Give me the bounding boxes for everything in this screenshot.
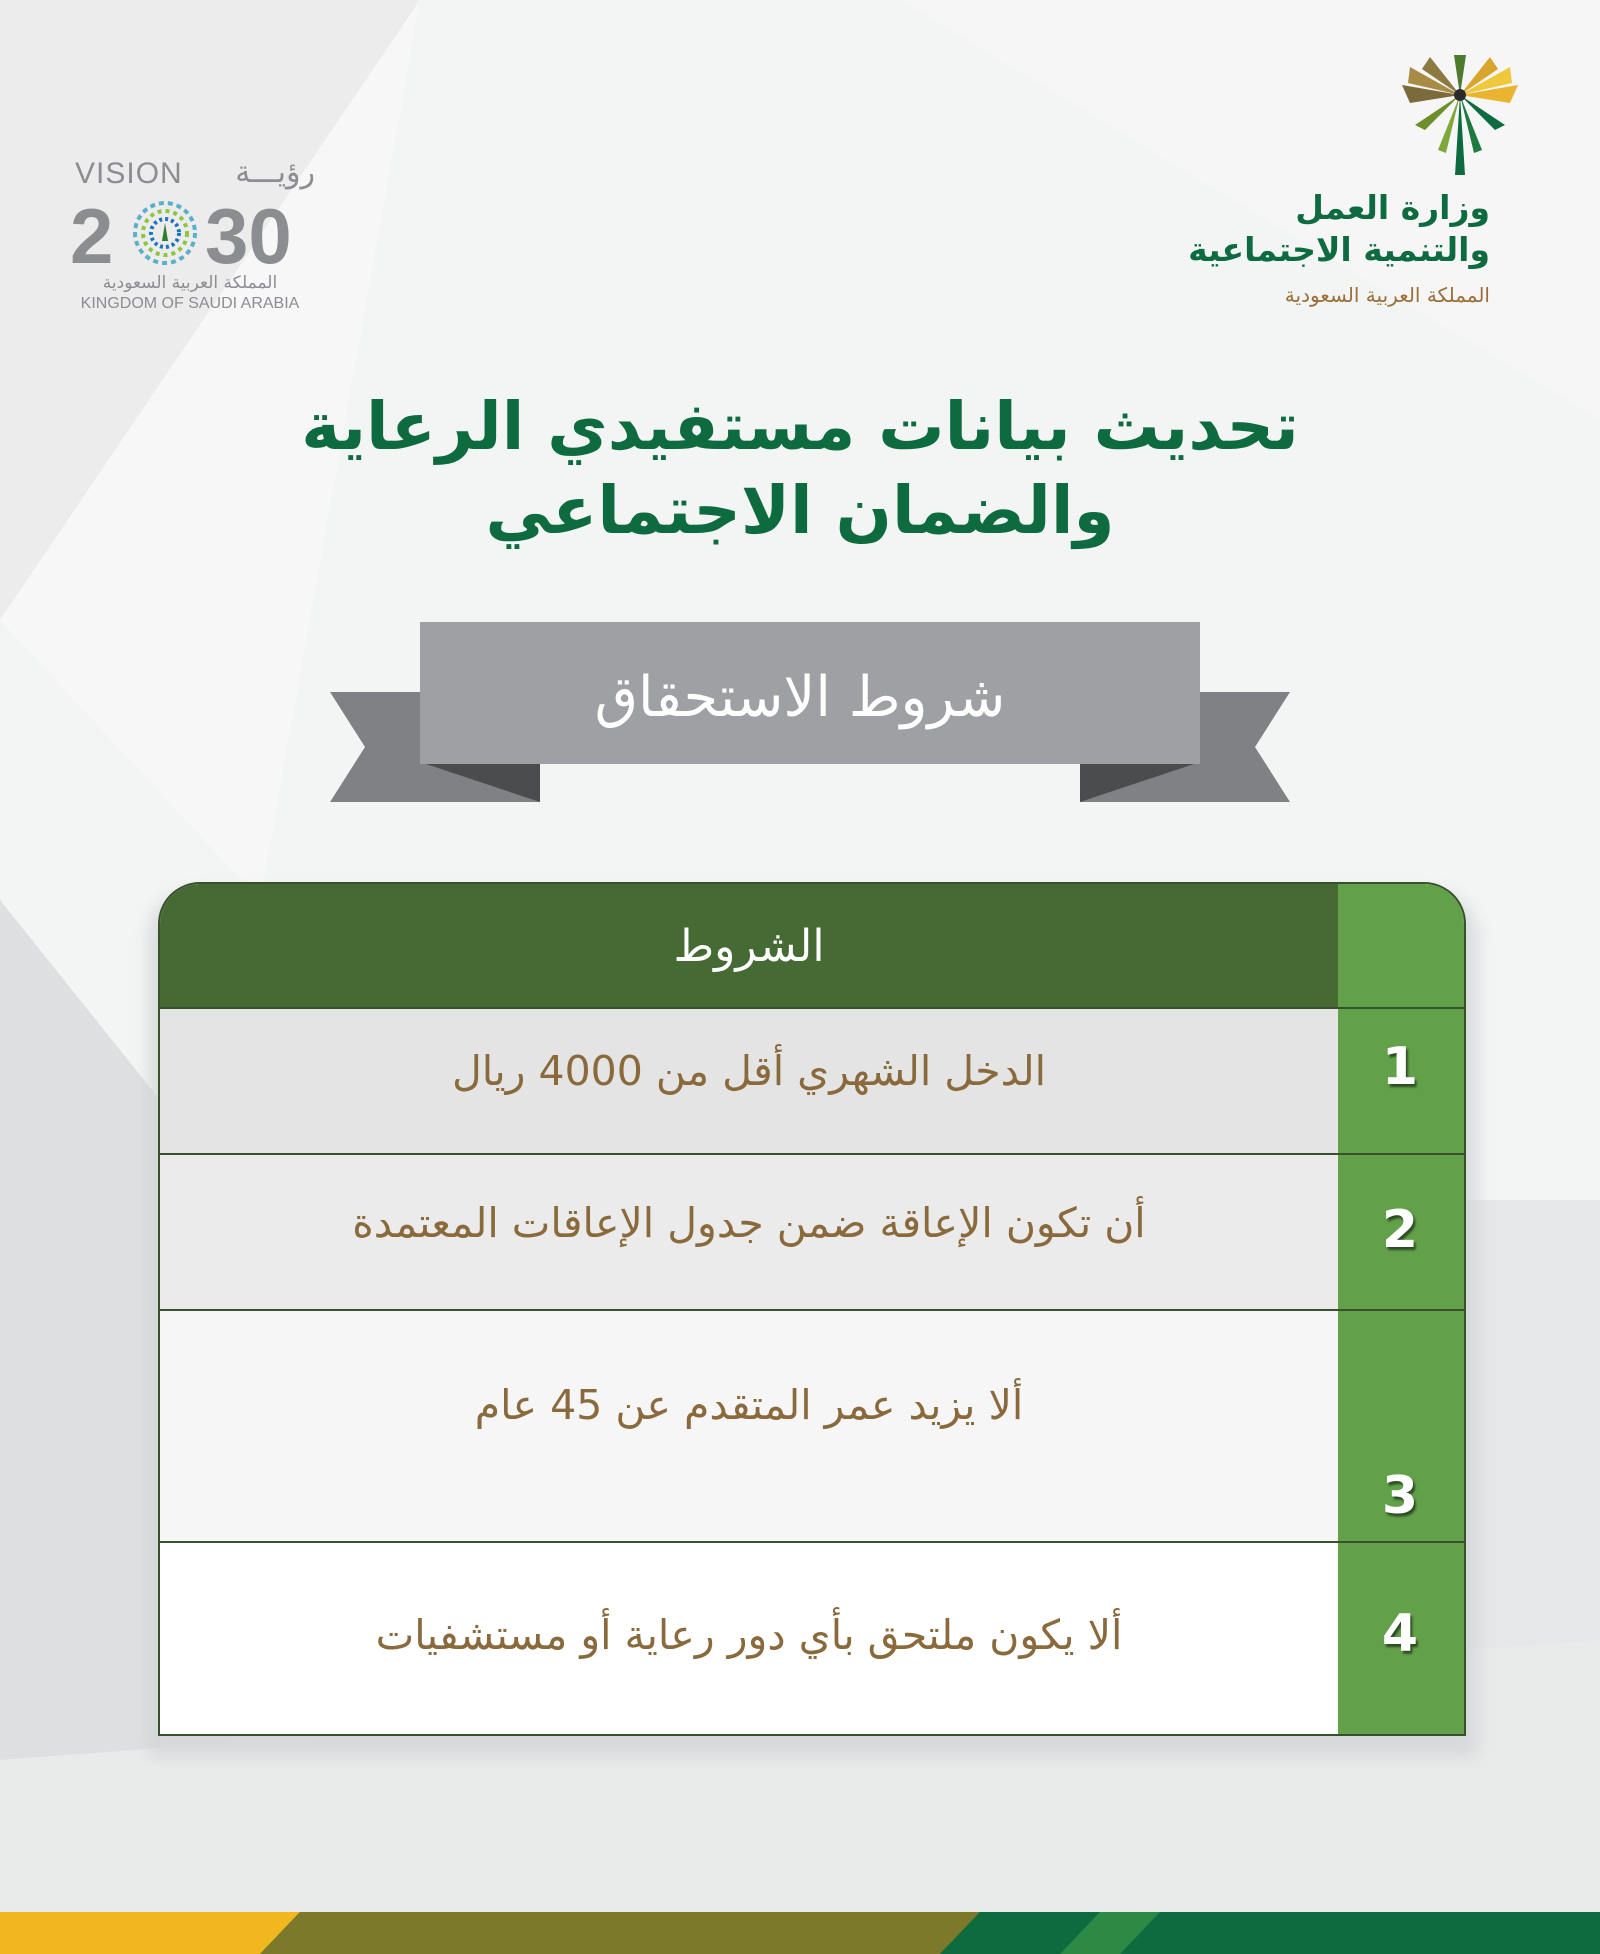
table-row <box>160 1155 1338 1311</box>
vision-latin-text: VISION <box>75 157 183 190</box>
row-text: الدخل الشهري أقل من 4000 ريال <box>451 1047 1047 1095</box>
table-row <box>160 1543 1338 1736</box>
row-text: أن تكون الإعاقة ضمن جدول الإعاقات المعتمدة <box>352 1199 1146 1247</box>
ministry-country: المملكة العربية السعودية <box>1284 283 1490 307</box>
vision-emblem-icon <box>135 203 195 263</box>
ministry-name-line1: وزارة العمل <box>1295 188 1490 227</box>
table-row <box>160 1311 1338 1543</box>
vision-arabic-text: رؤيـــة <box>235 155 315 190</box>
row-number: 1 <box>1381 1037 1419 1097</box>
number-header-divider <box>1336 1007 1464 1009</box>
row-number: 2 <box>1381 1200 1419 1260</box>
svg-text:2: 2 <box>70 193 114 273</box>
table-header <box>160 884 1338 1009</box>
ministry-logo <box>1188 55 1490 315</box>
row-number: 4 <box>1381 1604 1419 1664</box>
page-title <box>200 385 1400 553</box>
number-divider <box>1336 1309 1464 1311</box>
table-row <box>160 1009 1338 1155</box>
row-text: ألا يكون ملتحق بأي دور رعاية أو مستشفيات <box>375 1611 1123 1659</box>
vision-country-english: KINGDOM OF SAUDI ARABIA <box>80 295 300 312</box>
row-number: 3 <box>1381 1466 1419 1526</box>
vision-country-arabic: المملكة العربية السعودية <box>102 273 278 293</box>
ministry-name-line2: والتنمية الاجتماعية <box>1188 230 1490 269</box>
vision-2030-logo <box>70 155 320 325</box>
vision-year-graphic <box>70 193 320 273</box>
number-divider <box>1336 1153 1464 1155</box>
svg-text:30: 30 <box>205 193 292 273</box>
title-line2: والضمان الاجتماعي <box>485 472 1115 549</box>
palm-emblem-icon <box>1400 55 1520 185</box>
footer-stripes <box>0 1912 1600 1954</box>
table-header-label: الشروط <box>673 921 825 972</box>
table-body <box>158 882 1466 1736</box>
number-divider <box>1336 1541 1464 1543</box>
conditions-table <box>158 882 1466 1736</box>
row-text: ألا يزيد عمر المتقدم عن 45 عام <box>474 1381 1024 1429</box>
title-line1: تحديث بيانات مستفيدي الرعاية <box>301 388 1299 465</box>
ribbon-label: شروط الاستحقاق <box>594 665 1006 730</box>
